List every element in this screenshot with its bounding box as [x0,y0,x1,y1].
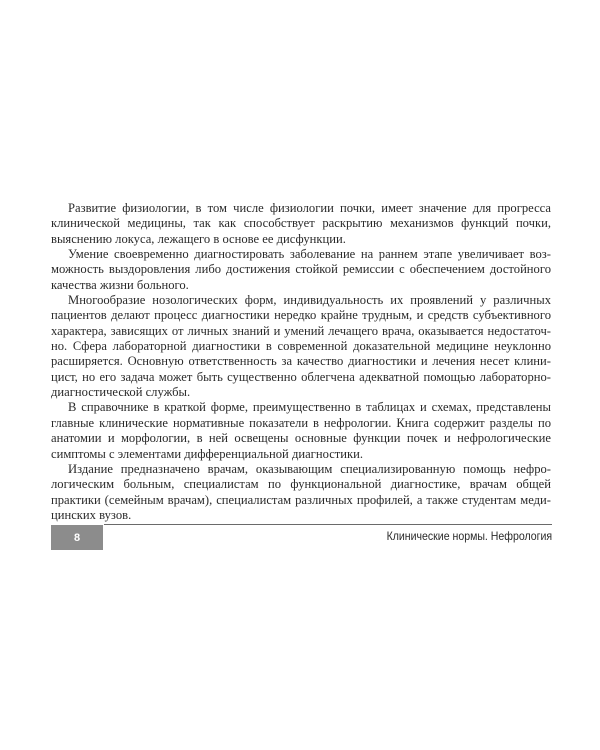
paragraph-1: Развитие физиологии, в том числе физиологии почки, имеет значение для прогресса клинической медицины, так как способствует раскрытию механизмов функций почки, выяснению локуса, лежащего в основе ее дисфункции. [51,201,551,246]
page-number: 8 [51,525,103,550]
paragraph-5: Издание предназначено врачам, оказывающим специализированную помощь нефрологическим больным, специалистам по функциональной диагностике, врачам общей практики (семейным врачам), специалистам различных профилей, а также студентам медицинских вузов. [51,461,551,522]
preface-text [51,201,551,523]
paragraph-3: Многообразие нозологических форм, индивидуальность их проявлений у различных пациентов делают процесс диагностики нередко крайне трудным, и средств субъективного характера, зависящих от личных знаний и умений лечащего врача, оказывается недостаточно. Сфера лабораторной диагностики в современной доказательной медицине неуклонно расширяется. Основную ответственность за качество диагностики и лечения несет клиницист, но его задача может быть существенно облегчена адекватной помощью лабораторно-диагностической службы. [51,293,551,400]
paragraph-4: В справочнике в краткой форме, преимущественно в таблицах и схемах, представлены главные клинические нормативные показатели в нефрологии. Книга содержит разделы по анатомии и морфологии, в ней освещены основные функции почек и нефрологические симптомы с элементами дифференциальной диагностики. [51,400,551,461]
footer-divider [104,524,552,525]
running-title: Клинические нормы. Нефрология [386,529,552,543]
paragraph-2: Умение своевременно диагностировать заболевание на раннем этапе увеличивает возможность выздоровления либо достижения стойкой ремиссии с обеспечением достойного качества жизни больного. [51,247,551,292]
